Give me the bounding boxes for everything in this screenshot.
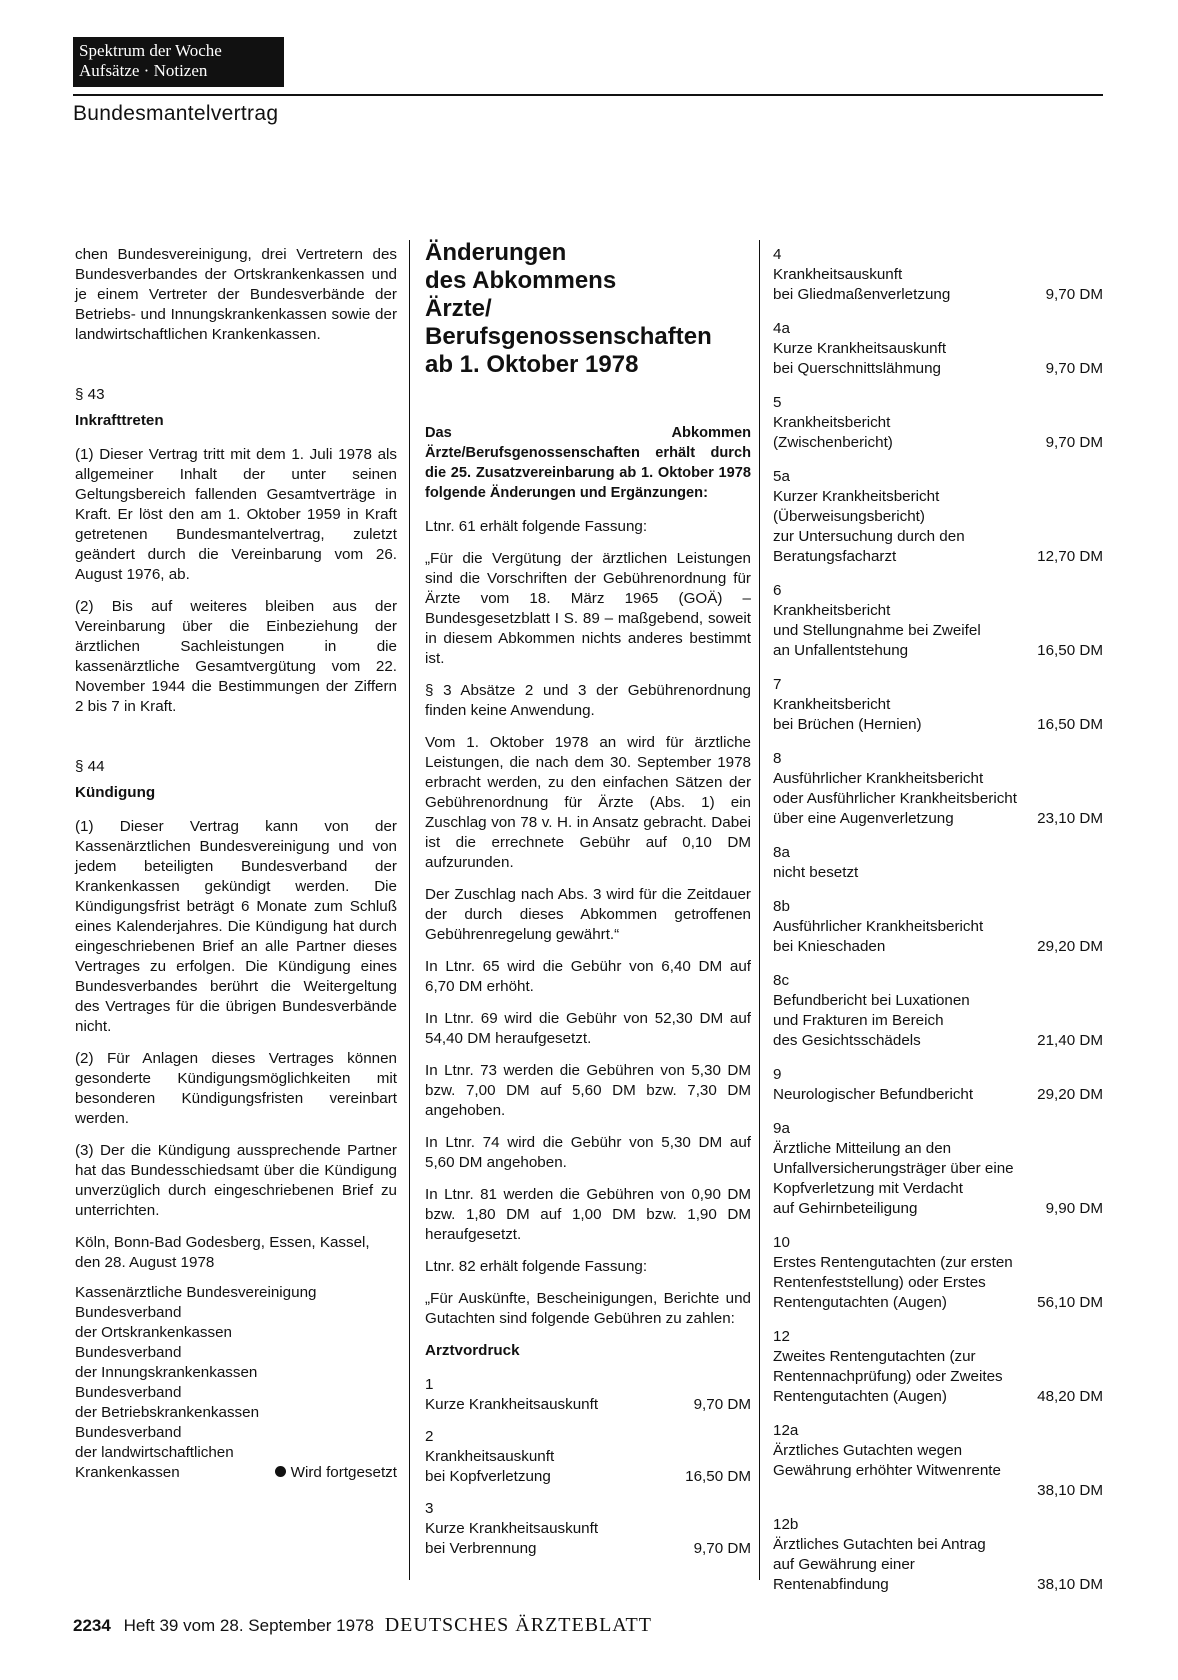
fee-description-line: oder Ausführlicher Krankheitsbericht [773, 790, 1017, 807]
fee-description-line: Ausführlicher Krankheitsbericht [773, 918, 984, 935]
fee-description-line: bei Verbrennung [425, 1540, 537, 1557]
fee-description-line: Ärztliches Gutachten bei Antrag [773, 1536, 986, 1553]
fee-amount: 56,10 DM [1037, 1294, 1103, 1311]
fee-entry [773, 467, 1103, 567]
fee-description-line: nicht besetzt [773, 864, 859, 881]
fee-row [773, 1031, 1103, 1051]
fee-number: 5a [773, 468, 790, 485]
fee-number: 5 [773, 394, 782, 411]
fee-description-line: auf Gehirnbeteiligung [773, 1200, 918, 1217]
fee-description-line: Rentenfeststellung) oder Erstes [773, 1274, 986, 1291]
fee-amount: 9,70 DM [693, 1396, 751, 1413]
fee-entry [773, 749, 1103, 829]
signatory-block [75, 1283, 397, 1483]
article-title [425, 239, 751, 379]
badge-line-2: Aufsätze · Notizen [79, 61, 208, 80]
signatory-line: Bundesverband [75, 1424, 182, 1441]
fee-description-line: bei Brüchen (Hernien) [773, 716, 922, 733]
signatory-last-row [75, 1463, 397, 1483]
fee-description-line: Ärztliches Gutachten wegen [773, 1442, 963, 1459]
fee-description-line: Krankheitsbericht [773, 602, 891, 619]
fee-entry [773, 581, 1103, 661]
fee-entry [773, 897, 1103, 957]
fee-row [773, 285, 1103, 305]
header-rule [73, 94, 1103, 96]
fee-entry [425, 1375, 751, 1415]
fee-row [773, 547, 1103, 567]
article-title-line: des Abkommens [425, 267, 617, 294]
fee-description-line: Ärztliche Mitteilung an den [773, 1140, 952, 1157]
paragraph: (2) Bis auf weiteres bleiben aus der Vereinbarung über die Einbeziehung der ärztlichen Sachleistungen in die kassenärztliche Gesamtvergütung vom 22. November 1944 die Bestimmungen der Ziffern 2 bis 7 in Kraft. [75, 598, 397, 715]
fee-description-line: Unfallversicherungsträger über eine [773, 1160, 1014, 1177]
fee-number: 4a [773, 320, 790, 337]
fee-row [425, 1467, 751, 1487]
paragraph: Ltnr. 61 erhält folgende Fassung: [425, 518, 648, 535]
section-title: Bundesmantelvertrag [73, 102, 279, 125]
fee-number: 12a [773, 1422, 799, 1439]
fee-description-line: (Zwischenbericht) [773, 434, 893, 451]
fee-amount: 12,70 DM [1037, 548, 1103, 565]
fee-row [773, 863, 1103, 883]
fee-description-line: Neurologischer Befundbericht [773, 1086, 974, 1103]
fee-row [773, 1085, 1103, 1105]
fee-row [773, 937, 1103, 957]
fee-row [773, 1293, 1103, 1313]
fee-description-line: Krankheitsauskunft [425, 1448, 555, 1465]
paragraph: In Ltnr. 69 wird die Gebühr von 52,30 DM auf 54,40 DM heraufgesetzt. [425, 1010, 751, 1047]
fee-description-line: bei Kopfverletzung [425, 1468, 551, 1485]
fee-row [773, 433, 1103, 453]
signatory-line: Bundesverband [75, 1344, 182, 1361]
section-heading: Kündigung [75, 784, 156, 801]
intro-paragraph: chen Bundesvereinigung, drei Vertretern des Bundesverbandes der Ortskrankenkassen und je einem Vertreter der Bundesverbände der Betriebs- und Innungskrankenkassen sowie der landwirtschaftlichen Krankenkassen. [75, 246, 397, 343]
page-number: 2234 [73, 1616, 111, 1635]
section-number: § 43 [75, 386, 105, 403]
paragraph: (2) Für Anlagen dieses Vertrages können gesonderte Kündigungsmöglichkeiten mit besonderen Kündigungsfristen vereinbart werden. [75, 1050, 397, 1127]
signatory-line: Bundesverband [75, 1384, 182, 1401]
fee-amount: 16,50 DM [1037, 716, 1103, 733]
fee-amount: 48,20 DM [1037, 1388, 1103, 1405]
fee-description-line: Zweites Rentengutachten (zur [773, 1348, 976, 1365]
fee-amount: 21,40 DM [1037, 1032, 1103, 1049]
fee-entry [773, 1119, 1103, 1219]
paragraph: „Für die Vergütung der ärztlichen Leistungen sind die Vorschriften der Gebührenordnung für Ärzte vom 18. März 1965 (GOÄ) – Bundesgesetzblatt I S. 89 – maßgebend, soweit in diesem Abkommen nichts anderes bestimmt ist. [425, 550, 751, 667]
signatory-line: der Ortskrankenkassen [75, 1324, 233, 1341]
fee-description-line: Kurze Krankheitsauskunft [773, 340, 947, 357]
signatory-line: Bundesverband [75, 1304, 182, 1321]
fee-list [425, 1375, 751, 1559]
subheading: Arztvordruck [425, 1342, 520, 1359]
fee-description-line: (Überweisungsbericht) [773, 508, 925, 525]
fee-description-line: Rentenabfindung [773, 1576, 889, 1593]
fee-amount: 9,70 DM [693, 1540, 751, 1557]
fee-entry [773, 393, 1103, 453]
continued-note [275, 1463, 397, 1483]
fee-row [773, 641, 1103, 661]
signatory-line: Krankenkassen [75, 1464, 180, 1481]
fee-entry [773, 1327, 1103, 1407]
paragraph: Vom 1. Oktober 1978 an wird für ärztliche Leistungen, die nach dem 30. September 1978 erbracht werden, zu den einfachen Sätzen der Gebührenordnung für Ärzte (Abs. 1) ein Zuschlag von 78 v. H. in Ansatz gebracht. Dabei ist die errechnete Gebühr auf 0,10 DM aufzurunden. [425, 734, 751, 871]
fee-row [425, 1539, 751, 1559]
fee-description-line: bei Gliedmaßenverletzung [773, 286, 951, 303]
fee-description-line: Kurze Krankheitsauskunft [425, 1396, 599, 1413]
fee-number: 4 [773, 246, 782, 263]
paragraph: Der Zuschlag nach Abs. 3 wird für die Zeitdauer der durch dieses Abkommen getroffenen Gebührenregelung gewährt.“ [425, 886, 751, 943]
fee-description-line: Rentennachprüfung) oder Zweites [773, 1368, 1003, 1385]
paragraph: „Für Auskünfte, Bescheinigungen, Berichte und Gutachten sind folgende Gebühren zu zahlen: [425, 1290, 751, 1327]
fee-number: 1 [425, 1376, 434, 1393]
section-badge [73, 37, 284, 87]
fee-number: 2 [425, 1428, 434, 1445]
fee-description-line: Befundbericht bei Luxationen [773, 992, 970, 1009]
signatory-line: Kassenärztliche Bundesvereinigung [75, 1284, 317, 1301]
fee-entry [773, 843, 1103, 883]
fee-number: 8 [773, 750, 782, 767]
signatory-line: der landwirtschaftlichen [75, 1444, 234, 1461]
fee-entry [425, 1499, 751, 1559]
fee-number: 10 [773, 1234, 790, 1251]
fee-description-line: Kopfverletzung mit Verdacht [773, 1180, 963, 1197]
fee-amount: 16,50 DM [685, 1468, 751, 1485]
paragraph: In Ltnr. 74 wird die Gebühr von 5,30 DM auf 5,60 DM angehoben. [425, 1134, 751, 1171]
fee-number: 8c [773, 972, 790, 989]
page-footer [73, 1614, 652, 1637]
fee-description-line: Krankheitsbericht [773, 696, 891, 713]
fee-description-line: Ausführlicher Krankheitsbericht [773, 770, 984, 787]
paragraph: Ltnr. 82 erhält folgende Fassung: [425, 1258, 648, 1275]
paragraph: In Ltnr. 81 werden die Gebühren von 0,90 DM bzw. 1,80 DM auf 1,00 DM bzw. 1,90 DM heraufgesetzt. [425, 1186, 751, 1243]
fee-row [773, 359, 1103, 379]
fee-entry [773, 1233, 1103, 1313]
badge-line-1: Spektrum der Woche [79, 41, 222, 60]
fee-row [425, 1395, 751, 1415]
fee-description-line: zur Untersuchung durch den [773, 528, 965, 545]
fee-entry [773, 1515, 1103, 1595]
fee-description-line: und Frakturen im Bereich [773, 1012, 944, 1029]
fee-amount: 9,90 DM [1045, 1200, 1103, 1217]
fee-number: 8a [773, 844, 790, 861]
article-title-line: Änderungen [425, 239, 567, 266]
paragraph: (1) Dieser Vertrag tritt mit dem 1. Juli 1978 als allgemeiner Inhalt der unter seinen Geltungsbereich fallenden Gesamtverträge in Kraft. Er löst den am 1. Oktober 1959 in Kraft getretenen Bundesmantelvertrag, zuletzt geändert durch die Vereinbarung vom 26. August 1976, ab. [75, 446, 397, 583]
fee-description-line: bei Knieschaden [773, 938, 886, 955]
paragraph: (3) Der die Kündigung aussprechende Partner hat das Bundesschiedsamt über die Kündigung unverzüglich durch eingeschriebenen Brief zu unterrichten. [75, 1142, 397, 1219]
article-title-line: Ärzte/ [425, 295, 492, 322]
fee-description-line: Rentengutachten (Augen) [773, 1294, 947, 1311]
column-divider [759, 240, 760, 1580]
fee-amount: 29,20 DM [1037, 1086, 1103, 1103]
fee-amount: 16,50 DM [1037, 642, 1103, 659]
section-heading: Inkrafttreten [75, 412, 164, 429]
paragraph: In Ltnr. 73 werden die Gebühren von 5,30 DM bzw. 7,00 DM auf 5,60 DM bzw. 7,30 DM angehoben. [425, 1062, 751, 1119]
journal-name: DEUTSCHES ÄRZTEBLATT [384, 1614, 652, 1636]
signatory-line: der Innungskrankenkassen [75, 1364, 258, 1381]
fee-description-line: an Unfallentstehung [773, 642, 909, 659]
fee-number: 7 [773, 676, 782, 693]
fee-entry [773, 319, 1103, 379]
signatory-line: der Betriebskrankenkassen [75, 1404, 260, 1421]
fee-amount: 38,10 DM [1037, 1482, 1103, 1499]
paragraph: (1) Dieser Vertrag kann von der Kassenärztlichen Bundesvereinigung und von jedem beteiligten Bundesverband der Krankenkassen gekündigt werden. Die Kündigungsfrist beträgt 6 Monate zum Schluß eines Kalenderjahres. Die Kündigung hat durch eingeschriebenen Brief an alle Partner dieses Vertrages zu erfolgen. Die Kündigung eines Bundesverbandes berührt die Weitergeltung des Vertrages für die übrigen Bundesverbände nicht. [75, 818, 397, 1035]
fee-row [773, 715, 1103, 735]
fee-row [773, 1575, 1103, 1595]
section-number: § 44 [75, 758, 105, 775]
column-divider [409, 240, 410, 1580]
fee-description-line: auf Gewährung einer [773, 1556, 915, 1573]
bullet-icon [275, 1466, 286, 1477]
fee-amount: 29,20 DM [1037, 938, 1103, 955]
fee-amount: 9,70 DM [1045, 434, 1103, 451]
fee-description-line: Kurze Krankheitsauskunft [425, 1520, 599, 1537]
issue-line: Heft 39 vom 28. September 1978 [123, 1616, 374, 1635]
fee-entry [773, 675, 1103, 735]
fee-description-line: des Gesichtsschädels [773, 1032, 921, 1049]
column-1 [75, 245, 397, 1483]
fee-description-line: und Stellungnahme bei Zweifel [773, 622, 981, 639]
fee-row [773, 809, 1103, 829]
fee-number: 9a [773, 1120, 790, 1137]
fee-amount: 23,10 DM [1037, 810, 1103, 827]
column-2 [425, 239, 751, 1571]
fee-entry [773, 1421, 1103, 1501]
fee-amount: 38,10 DM [1037, 1576, 1103, 1593]
fee-number: 8b [773, 898, 790, 915]
fee-number: 6 [773, 582, 782, 599]
fee-entry [425, 1427, 751, 1487]
column-3 [773, 245, 1103, 1609]
paragraph: In Ltnr. 65 wird die Gebühr von 6,40 DM auf 6,70 DM erhöht. [425, 958, 751, 995]
fee-entry [773, 1065, 1103, 1105]
fee-amount: 9,70 DM [1045, 286, 1103, 303]
continued-label: Wird fortgesetzt [290, 1464, 397, 1481]
fee-amount: 9,70 DM [1045, 360, 1103, 377]
place-date: Köln, Bonn-Bad Godesberg, Essen, Kassel, den 28. August 1978 [75, 1234, 370, 1271]
fee-description-line: Rentengutachten (Augen) [773, 1388, 947, 1405]
fee-description-line: Krankheitsbericht [773, 414, 891, 431]
fee-list [773, 245, 1103, 1595]
fee-number: 9 [773, 1066, 782, 1083]
fee-description-line: Krankheitsauskunft [773, 266, 903, 283]
fee-entry [773, 971, 1103, 1051]
fee-entry [773, 245, 1103, 305]
paragraph: § 3 Absätze 2 und 3 der Gebührenordnung finden keine Anwendung. [425, 682, 751, 719]
fee-description-line: bei Querschnittslähmung [773, 360, 941, 377]
article-title-line: Berufsgenossenschaften [425, 323, 712, 350]
fee-description-line: Kurzer Krankheitsbericht [773, 488, 940, 505]
fee-row [773, 1199, 1103, 1219]
fee-description-line: Gewährung erhöhter Witwenrente [773, 1462, 1001, 1479]
fee-description-line: Beratungsfacharzt [773, 548, 897, 565]
fee-description-line: über eine Augenverletzung [773, 810, 954, 827]
fee-number: 3 [425, 1500, 434, 1517]
fee-row [773, 1387, 1103, 1407]
fee-number: 12b [773, 1516, 799, 1533]
fee-description-line: Erstes Rentengutachten (zur ersten [773, 1254, 1013, 1271]
lead-paragraph: Das Abkommen Ärzte/Berufsgenossenschaften erhält durch die 25. Zusatzvereinbarung ab 1. Oktober 1978 folgende Änderungen und Ergänzungen: [425, 425, 751, 501]
fee-number: 12 [773, 1328, 790, 1345]
article-title-line: ab 1. Oktober 1978 [425, 351, 639, 378]
